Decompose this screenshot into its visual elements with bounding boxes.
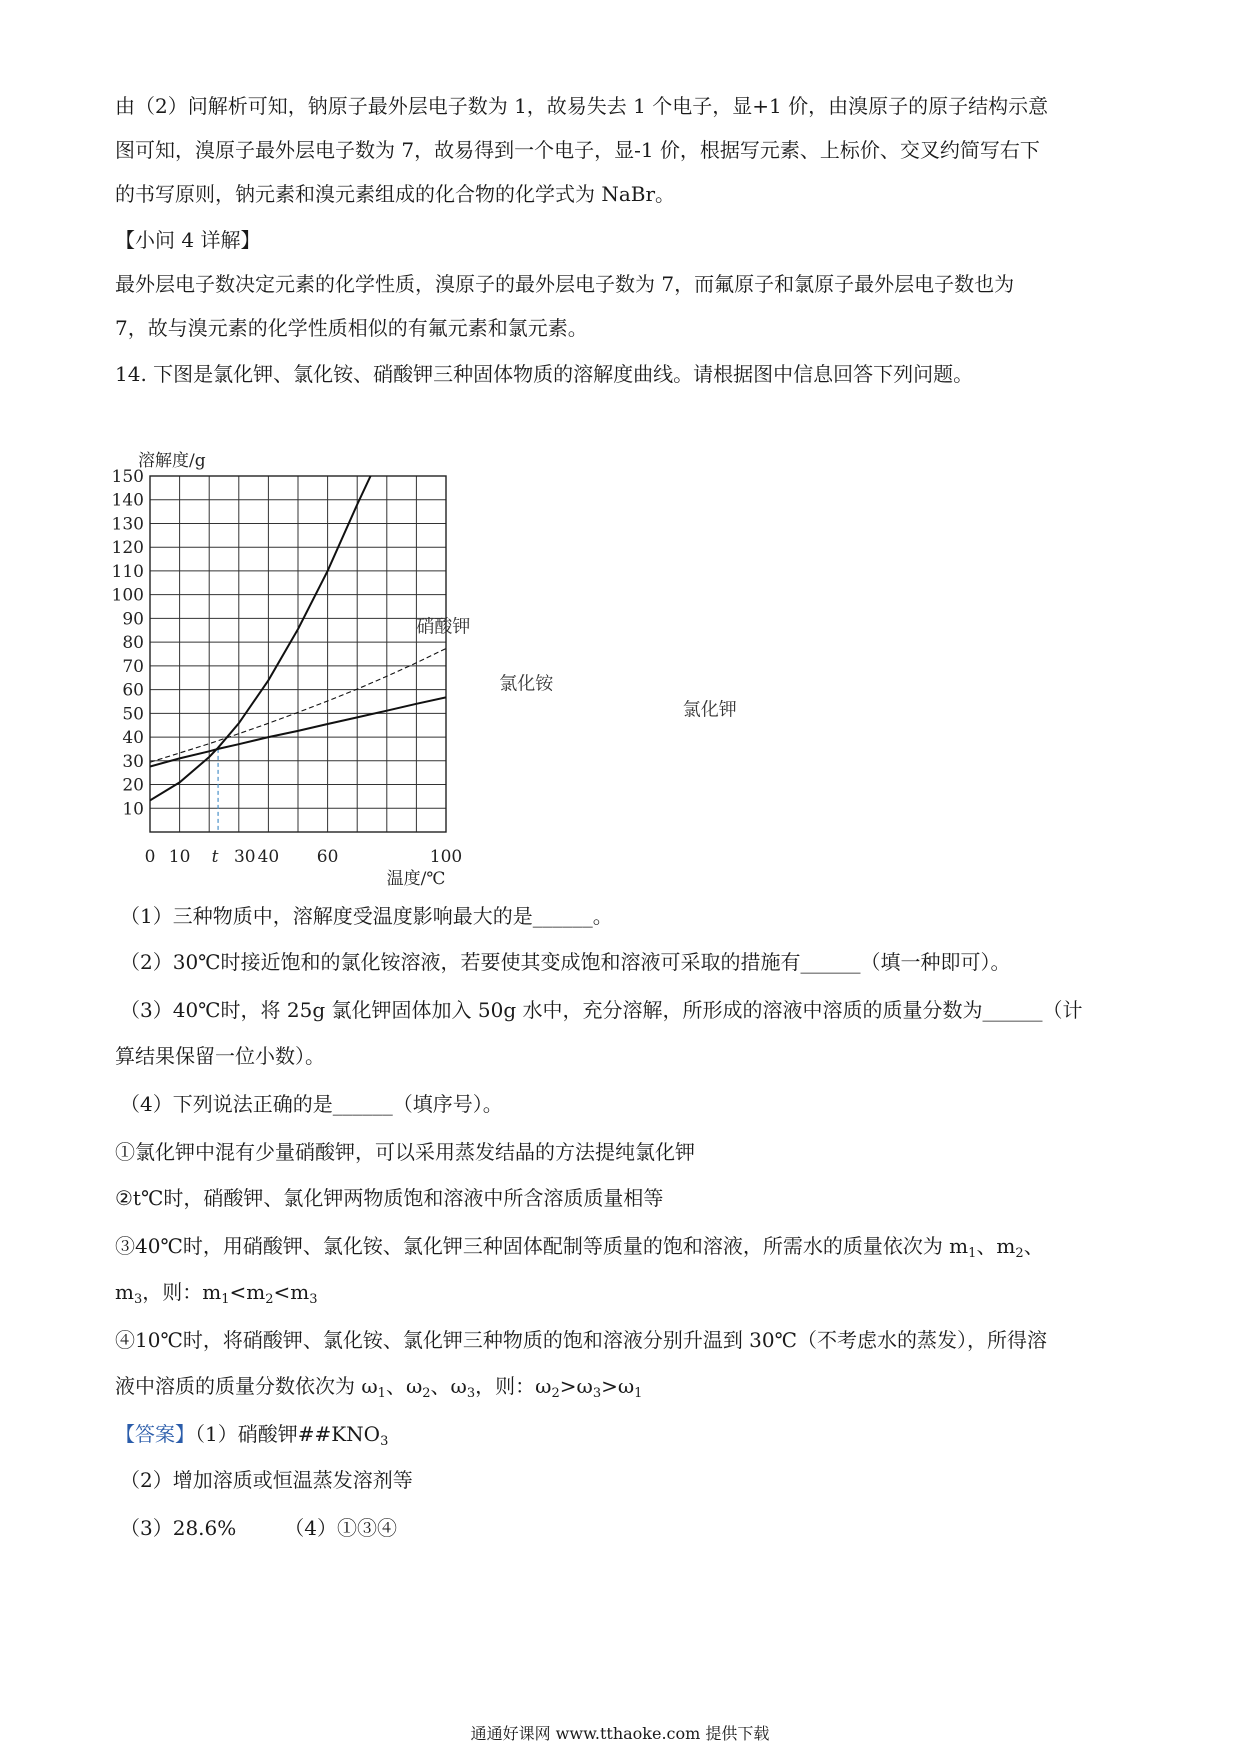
y-tick-label: 80	[122, 633, 144, 654]
series-label: 氯化钾	[682, 699, 737, 721]
answer-line-1: 【答案】（1）硝酸钾$\#\#KNO_3$	[115, 1422, 389, 1449]
option-4-cont: 液中溶质的质量分数依次为 $\omega_1$、$\omega_2$、$\omega_3$，则：$\omega_2>\omega_3>\omega_1$	[115, 1374, 643, 1401]
explanation-line: 图可知，溴原子最外层电子数为 7，故易得到一个电子，显-1 价，根据写元素、上标价、交叉约简写右下	[115, 138, 1040, 162]
y-tick-label: 140	[111, 490, 144, 511]
x-tick-label: 0	[144, 847, 156, 867]
question-part-2: （2）30℃时接近饱和的氯化铵溶液，若要使其变成饱和溶液可采取的措施有______（填一种即可）。	[120, 950, 1011, 974]
section-heading: 【小问 4 详解】	[115, 228, 261, 252]
series-label: 氯化铵	[499, 673, 554, 695]
y-tick-label: 60	[122, 680, 144, 701]
y-tick-label: 150	[111, 467, 144, 487]
question-part-1: （1）三种物质中，溶解度受温度影响最大的是______。	[120, 904, 613, 928]
option-2: ②t℃时，硝酸钾、氯化钾两物质饱和溶液中所含溶质质量相等	[115, 1186, 664, 1210]
y-tick-label: 110	[111, 561, 144, 582]
y-tick-label: 130	[111, 514, 144, 535]
answer-line-2: （2）增加溶质或恒温蒸发溶剂等	[120, 1468, 413, 1492]
x-tick-label: 40	[257, 847, 280, 867]
x-tick-label: 10	[168, 847, 191, 867]
question-title: 14. 下图是氯化钾、氯化铵、硝酸钾三种固体物质的溶解度曲线。请根据图中信息回答下列问题。	[115, 362, 974, 386]
y-tick-label: 50	[122, 704, 144, 725]
answer-line-3: （3）28.6% （4）①③④	[120, 1516, 397, 1540]
y-tick-label: 120	[111, 538, 144, 559]
y-tick-label: 20	[122, 775, 144, 796]
solubility-chart-svg	[108, 440, 737, 890]
question-part-3-cont: 算结果保留一位小数）。	[115, 1044, 325, 1068]
page-footer: 通通好课网 www.tthaoke.com 提供下载	[470, 1724, 770, 1743]
x-tick-label: 30	[233, 847, 256, 867]
option-4: ④10℃时，将硝酸钾、氯化铵、氯化钾三种物质的饱和溶液分别升温到 30℃（不考虑水的蒸发），所得溶	[115, 1328, 1048, 1352]
explanation-line: 最外层电子数决定元素的化学性质，溴原子的最外层电子数为 7，而氟原子和氯原子最外层电子数也为	[115, 272, 1015, 296]
option-3: ③40℃时，用硝酸钾、氯化铵、氯化钾三种固体配制等质量的饱和溶液，所需水的质量依次为 $m_1$、$m_2$、	[115, 1234, 1044, 1261]
y-axis-label: 溶解度/g	[138, 451, 206, 471]
option-3-cont: $m_3$，则：$m_1<m_2<m_3$	[115, 1280, 318, 1307]
explanation-line: 7，故与溴元素的化学性质相似的有氟元素和氯元素。	[115, 316, 588, 340]
y-tick-label: 10	[122, 799, 144, 820]
y-tick-label: 100	[111, 585, 144, 606]
x-tick-label: 60	[316, 847, 339, 867]
explanation-line: 的书写原则，钠元素和溴元素组成的化合物的化学式为 NaBr。	[115, 182, 676, 206]
question-part-4: （4）下列说法正确的是______（填序号）。	[120, 1092, 503, 1116]
y-tick-label: 30	[122, 751, 144, 772]
answer-tag: 【答案】	[115, 1422, 195, 1446]
explanation-line: 由（2）问解析可知，钠原子最外层电子数为 1，故易失去 1 个电子，显+1 价，由溴原子的原子结构示意	[115, 94, 1049, 118]
x-tick-label: t	[211, 847, 219, 867]
y-tick-label: 70	[122, 656, 144, 677]
option-1: ①氯化钾中混有少量硝酸钾，可以采用蒸发结晶的方法提纯氯化钾	[115, 1140, 695, 1164]
y-tick-label: 90	[122, 609, 144, 630]
x-tick-label: 100	[429, 847, 463, 867]
solubility-chart	[108, 440, 737, 890]
series-line	[150, 467, 375, 801]
y-tick-label: 40	[122, 728, 144, 749]
question-part-3: （3）40℃时，将 25g 氯化钾固体加入 50g 水中，充分溶解，所形成的溶液中溶质的质量分数为______（计	[120, 998, 1083, 1022]
series-label: 硝酸钾	[416, 616, 471, 638]
x-axis-label: 温度/℃	[386, 869, 446, 889]
